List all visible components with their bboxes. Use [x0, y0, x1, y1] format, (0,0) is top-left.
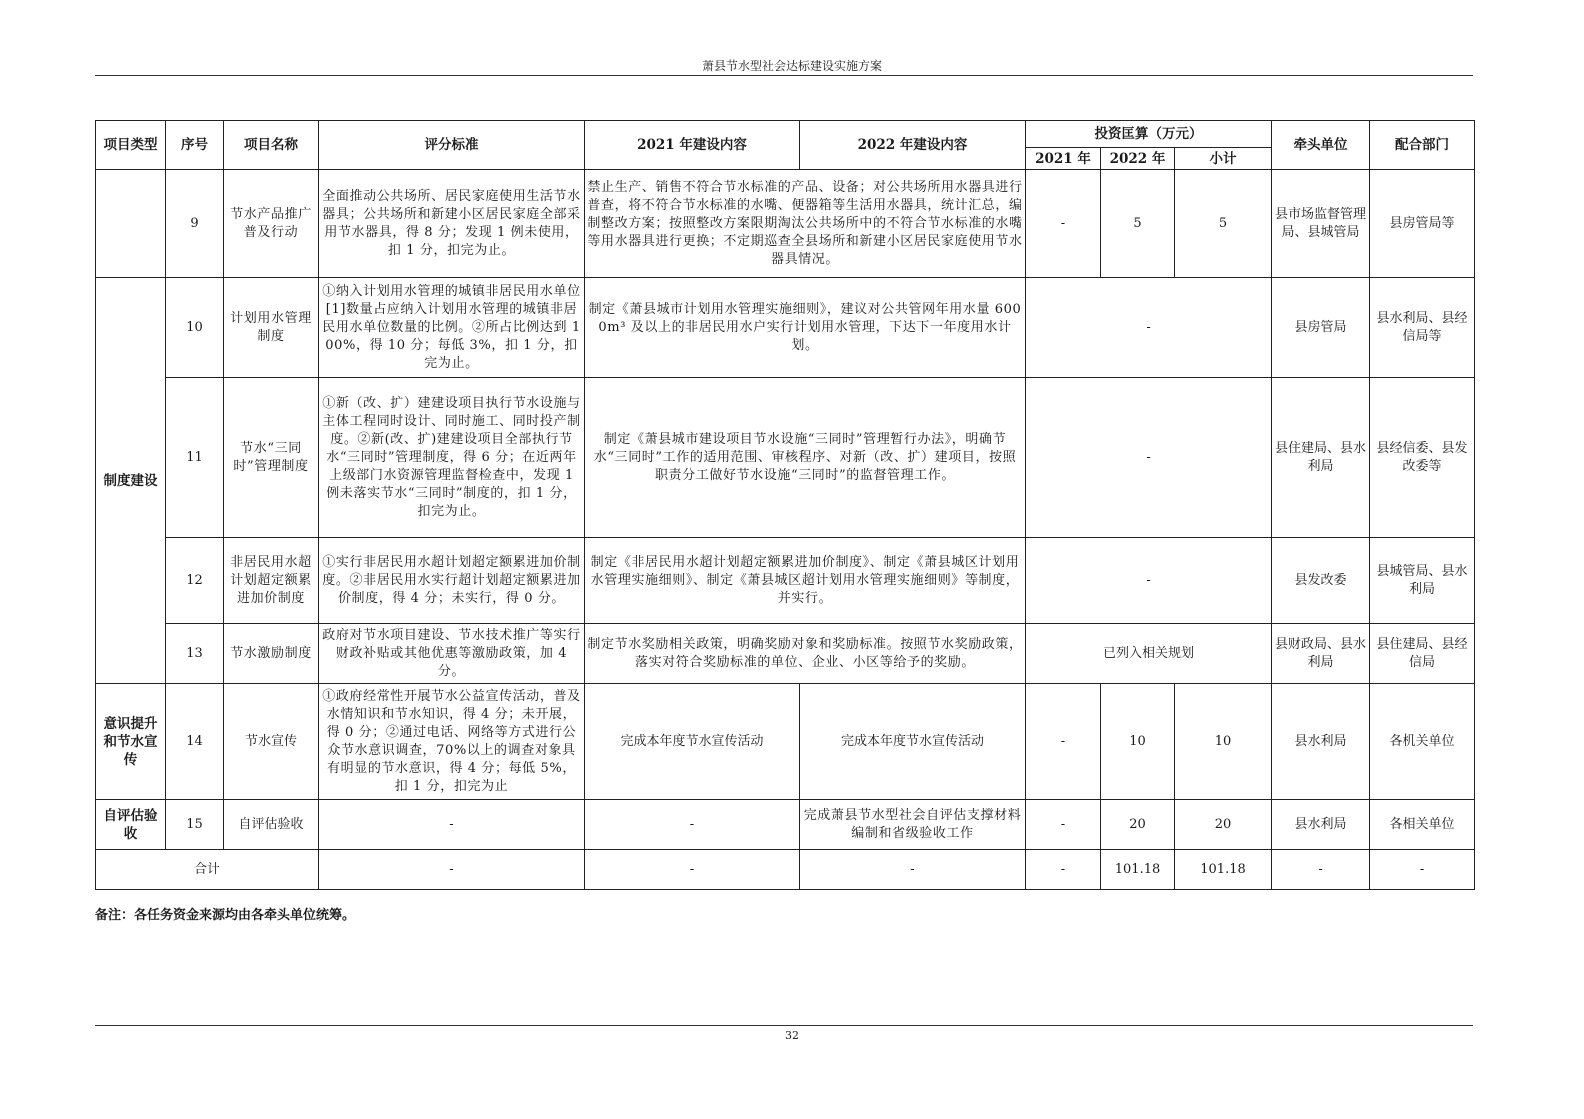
- category-evaluation-cell: 自评估验收: [96, 800, 166, 850]
- invest-2021-cell: -: [1026, 684, 1101, 800]
- name-cell: 计划用水管理制度: [224, 278, 319, 378]
- coop-cell: 县城管局、县水利局: [1370, 538, 1475, 624]
- coop-cell: 县经信委、县发改委等: [1370, 378, 1475, 538]
- type-cell-empty: [96, 170, 166, 278]
- lead-cell: 县房管局: [1272, 278, 1370, 378]
- document-header: 萧县节水型社会达标建设实施方案: [701, 59, 882, 73]
- content-2021-cell: 完成本年度节水宣传活动: [585, 684, 800, 800]
- table-row: [96, 170, 1475, 278]
- col-header-criteria: 评分标准: [319, 121, 585, 170]
- lead-cell: 县财政局、县水利局: [1272, 624, 1370, 684]
- total-2022-invest: 101.18: [1101, 850, 1175, 890]
- content-2022-cell: 完成萧县节水型社会自评估支撑材料编制和省级验收工作: [800, 800, 1026, 850]
- criteria-cell: ①实行非居民用水超计划超定额累进加价制度。②非居民用水实行超计划超定额累进加价制度，得 4 分；未实行，得 0 分。: [319, 538, 585, 624]
- category-system-cell: 制度建设: [96, 278, 166, 684]
- invest-subtotal-cell: 10: [1175, 684, 1272, 800]
- table-row: [96, 538, 1475, 624]
- footnote: 备注：各任务资金来源均由各牵头单位统筹。: [95, 908, 356, 923]
- total-2021-content: -: [585, 850, 800, 890]
- table-row: [96, 684, 1475, 800]
- seq-cell: 10: [166, 278, 224, 378]
- col-header-type: 项目类型: [96, 121, 166, 170]
- name-cell: 自评估验收: [224, 800, 319, 850]
- name-cell: 非居民用水超计划超定额累进加价制度: [224, 538, 319, 624]
- name-cell: 节水宣传: [224, 684, 319, 800]
- table-row: [96, 624, 1475, 684]
- lead-cell: 县市场监督管理局、县城管局: [1272, 170, 1370, 278]
- seq-cell: 13: [166, 624, 224, 684]
- invest-2022-cell: 20: [1101, 800, 1175, 850]
- coop-cell: 县住建局、县经信局: [1370, 624, 1475, 684]
- criteria-cell: ①新（改、扩）建建设项目执行节水设施与主体工程同时设计、同时施工、同时投产制度。②新(改、扩)建建设项目全部执行节水“三同时”管理制度，得 6 分；在近两年上级部门水资源管理监督检查中，发现 1 例未落实节水“三同时”制度的，扣 1 分，扣完为止。: [319, 378, 585, 538]
- coop-cell: 县房管局等: [1370, 170, 1475, 278]
- total-criteria: -: [319, 850, 585, 890]
- col-header-2022-content: 2022 年建设内容: [800, 121, 1026, 170]
- coop-cell: 各相关单位: [1370, 800, 1475, 850]
- table-row: [96, 278, 1475, 378]
- col-header-name: 项目名称: [224, 121, 319, 170]
- col-header-subtotal: 小计: [1175, 148, 1272, 170]
- col-header-lead: 牵头单位: [1272, 121, 1370, 170]
- name-cell: 节水产品推广普及行动: [224, 170, 319, 278]
- lead-cell: 县水利局: [1272, 684, 1370, 800]
- page-number: 32: [785, 1029, 799, 1042]
- seq-cell: 14: [166, 684, 224, 800]
- table-row: [96, 800, 1475, 850]
- content-2021-cell: -: [585, 800, 800, 850]
- col-header-2021-invest: 2021 年: [1026, 148, 1101, 170]
- col-header-coop: 配合部门: [1370, 121, 1475, 170]
- invest-2022-cell: 5: [1101, 170, 1175, 278]
- invest-cell: 已列入相关规划: [1026, 624, 1272, 684]
- total-lead: -: [1272, 850, 1370, 890]
- invest-cell: -: [1026, 278, 1272, 378]
- invest-subtotal-cell: 5: [1175, 170, 1272, 278]
- footer-divider: [95, 1025, 1473, 1026]
- total-coop: -: [1370, 850, 1475, 890]
- criteria-cell: 政府对节水项目建设、节水技术推广等实行财政补贴或其他优惠等激励政策，加 4 分。: [319, 624, 585, 684]
- coop-cell: 各机关单位: [1370, 684, 1475, 800]
- col-header-2022-invest: 2022 年: [1101, 148, 1175, 170]
- seq-cell: 11: [166, 378, 224, 538]
- criteria-cell: ①政府经常性开展节水公益宣传活动，普及水情知识和节水知识，得 4 分；未开展，得 0 分；②通过电话、网络等方式进行公众节水意识调查，70%以上的调查对象具有明显的节水意识，得 4 分；每低 5%，扣 1 分，扣完为止: [319, 684, 585, 800]
- total-subtotal: 101.18: [1175, 850, 1272, 890]
- seq-cell: 12: [166, 538, 224, 624]
- content-cell: 禁止生产、销售不符合节水标准的产品、设备；对公共场所用水器具进行普查，将不符合节水标准的水嘴、便器箱等生活用水器具，统计汇总，编制整改方案；按照整改方案限期淘汰公共场所中的不符合节水标准的水嘴等用水器具进行更换；不定期巡查全县场所和新建小区居民家庭使用节水器具情况。: [585, 170, 1026, 278]
- content-cell: 制定《萧县城市建设项目节水设施“三同时”管理暂行办法》，明确节水“三同时”工作的适用范围、审核程序、对新（改、扩）建项目，按照职责分工做好节水设施“三同时”的监督管理工作。: [585, 378, 1026, 538]
- invest-2021-cell: -: [1026, 170, 1101, 278]
- lead-cell: 县发改委: [1272, 538, 1370, 624]
- lead-cell: 县水利局: [1272, 800, 1370, 850]
- invest-2022-cell: 10: [1101, 684, 1175, 800]
- table-header-row: [96, 121, 1475, 148]
- invest-subtotal-cell: 20: [1175, 800, 1272, 850]
- total-2022-content: -: [800, 850, 1026, 890]
- content-cell: 制定《萧县城市计划用水管理实施细则》，建议对公共管网年用水量 6000m³ 及以上的非居民用水户实行计划用水管理，下达下一年度用水计划。: [585, 278, 1026, 378]
- total-label: 合计: [96, 850, 319, 890]
- name-cell: 节水“三同时”管理制度: [224, 378, 319, 538]
- content-cell: 制定《非居民用水超计划超定额累进加价制度》、制定《萧县城区计划用水管理实施细则》、制定《萧县城区超计划用水管理实施细则》等制度，并实行。: [585, 538, 1026, 624]
- content-2022-cell: 完成本年度节水宣传活动: [800, 684, 1026, 800]
- col-header-investment: 投资匡算（万元）: [1026, 121, 1272, 148]
- table-row: [96, 378, 1475, 538]
- name-cell: 节水激励制度: [224, 624, 319, 684]
- seq-cell: 9: [166, 170, 224, 278]
- invest-cell: -: [1026, 378, 1272, 538]
- total-2021-invest: -: [1026, 850, 1101, 890]
- invest-2021-cell: -: [1026, 800, 1101, 850]
- col-header-seq: 序号: [166, 121, 224, 170]
- criteria-cell: 全面推动公共场所、居民家庭使用生活节水器具；公共场所和新建小区居民家庭全部采用节水器具，得 8 分；发现 1 例未使用，扣 1 分，扣完为止。: [319, 170, 585, 278]
- lead-cell: 县住建局、县水利局: [1272, 378, 1370, 538]
- total-row: [96, 850, 1475, 890]
- coop-cell: 县水利局、县经信局等: [1370, 278, 1475, 378]
- category-awareness-cell: 意识提升和节水宣传: [96, 684, 166, 800]
- invest-cell: -: [1026, 538, 1272, 624]
- criteria-cell: ①纳入计划用水管理的城镇非居民用水单位[1]数量占应纳入计划用水管理的城镇非居民用水单位数量的比例。②所占比例达到 100%，得 10 分；每低 3%，扣 1 分，扣完为止。: [319, 278, 585, 378]
- col-header-2021-content: 2021 年建设内容: [585, 121, 800, 170]
- project-table: [95, 120, 1475, 890]
- content-cell: 制定节水奖励相关政策，明确奖励对象和奖励标准。按照节水奖励政策，落实对符合奖励标准的单位、企业、小区等给予的奖励。: [585, 624, 1026, 684]
- header-divider: [95, 75, 1473, 76]
- seq-cell: 15: [166, 800, 224, 850]
- criteria-cell: -: [319, 800, 585, 850]
